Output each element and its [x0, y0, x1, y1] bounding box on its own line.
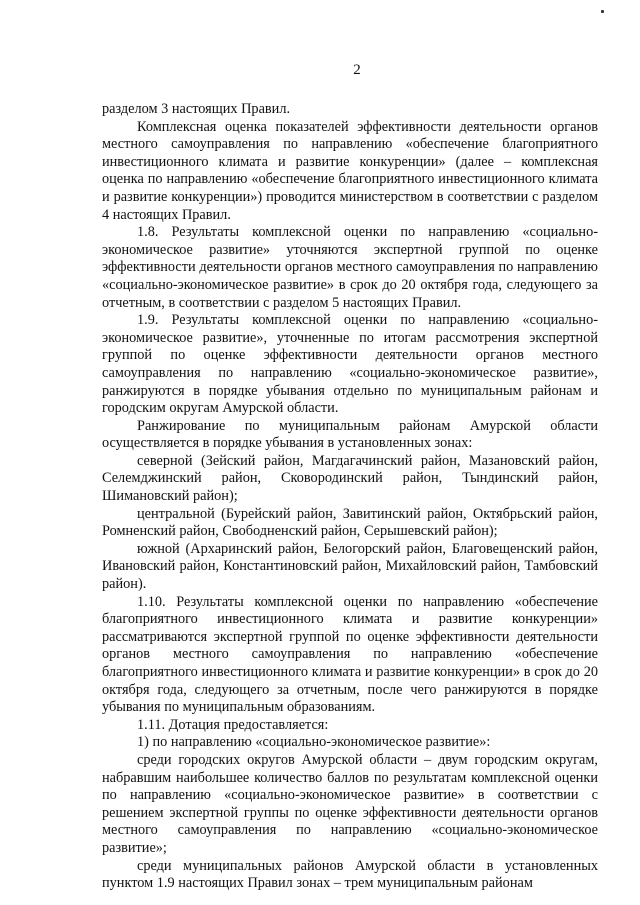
scan-dot	[601, 10, 604, 13]
page-number: 2	[353, 62, 361, 78]
paragraph: 1.10. Результаты комплексной оценки по направлению «обеспечение благоприятного инвестиционного климата и развитие конкуренции» рассматриваются экспертной группой по оценке эффективности деятельности органов местного самоуправления по направлению «обеспечение благоприятного инвестиционного климата и развитие конкуренции» в срок до 20 октября года, следующего за отчетным, после чего ранжируются в порядке убывания по муниципальным образованиям.	[102, 593, 598, 716]
paragraph: 1.8. Результаты комплексной оценки по направлению «социально-экономическое развитие» уточняются экспертной группой по оценке эффективности деятельности органов местного самоуправления по направлению «социально-экономическое развитие» в срок до 20 октября года, следующего за отчетным, в соответствии с разделом 5 настоящих Правил.	[102, 224, 598, 311]
paragraph: среди городских округов Амурской области – двум городским округам, набравшим наибольшее количество баллов по результатам комплексной оценки по направлению «социально-экономическое развитие» в соответствии с решением экспертной группы по оценке эффективности деятельности органов местного самоуправления по направлению «социально-экономическое развитие»;	[102, 751, 598, 856]
paragraph: 1.11. Дотация предоставляется:	[137, 716, 329, 733]
paragraph: Комплексная оценка показателей эффективности деятельности органов местного самоуправления по направлению «обеспечение благоприятного инвестиционного климата и развитие конкуренции» (далее – комплексная оценка по направлению «обеспечение благоприятного инвестиционного климата и развитие конкуренции») проводится министерством в соответствии с разделом 4 настоящих Правил.	[102, 118, 598, 223]
paragraph: Ранжирование по муниципальным районам Амурской области осуществляется в порядке убывания в установленных зонах:	[102, 417, 598, 452]
paragraph: южной (Архаринский район, Белогорский район, Благовещенский район, Ивановский район, Константиновский район, Михайловский район, Тамбовский район).	[102, 540, 598, 593]
paragraph: центральной (Бурейский район, Завитинский район, Октябрьский район, Ромненский район, Свободненский район, Серышевский район);	[102, 505, 598, 540]
paragraph: разделом 3 настоящих Правил.	[102, 101, 291, 117]
paragraph: 1.9. Результаты комплексной оценки по направлению «социально-экономическое развитие», уточненные по итогам рассмотрения экспертной группой по оценке эффективности деятельности органов местного самоуправления по направлению «социально-экономическое развитие», ранжируются в порядке убывания отдельно по муниципальным районам и городским округам Амурской области.	[102, 312, 598, 417]
paragraph: северной (Зейский район, Магдагачинский район, Мазановский район, Селемджинский район, Сковородинский район, Тындинский район, Шимановский район);	[102, 452, 598, 505]
paragraph: среди муниципальных районов Амурской области в установленных пунктом 1.9 настоящих Правил зонах – трем муниципальным районам	[102, 857, 598, 892]
document-body	[102, 101, 598, 893]
paragraph: 1) по направлению «социально-экономическое развитие»:	[137, 734, 491, 751]
